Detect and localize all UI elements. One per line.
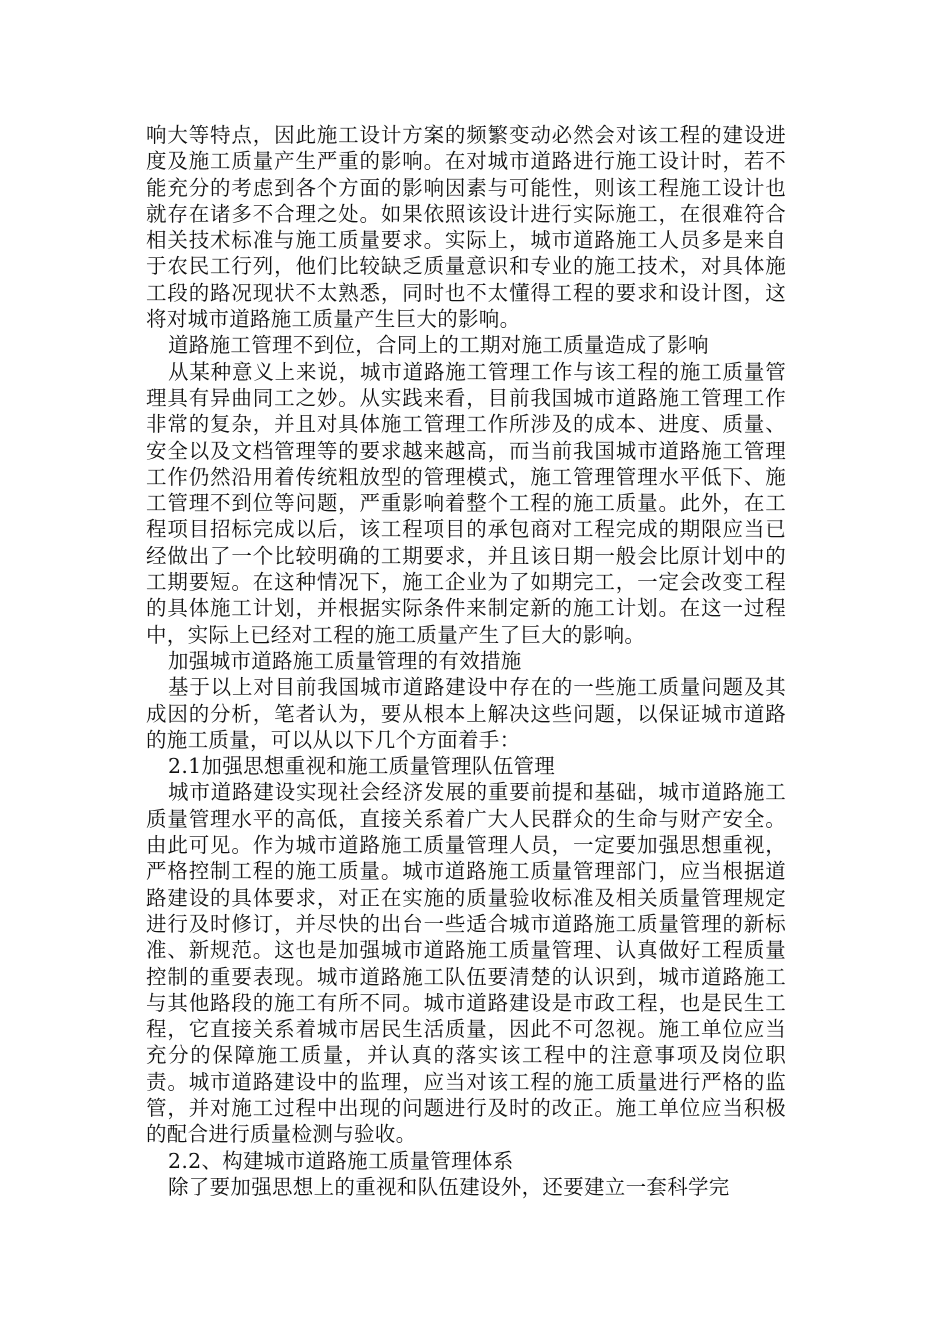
paragraph-management-quality: 从某种意义上来说，城市道路施工管理工作与该工程的施工质量管理具有异曲同工之妙。从实践来看，目前我国城市道路施工管理工作非常的复杂，并且对具体施工管理工作所涉及的成本、进度、质量、安全以及文档管理等的要求越来越高，而当前我国城市道路施工管理工作仍然沿用着传统粗放型的管理模式，施工管理管理水平低下、施工管理不到位等问题，严重影响着整个工程的施工质量。此外，在工程项目招标完成以后，该工程项目的承包商对工程完成的期限应当已经做出了一个比较明确的工期要求，并且该日期一般会比原计划中的工期要短。在这种情况下，施工企业为了如期完工，一定会改变工程的具体施工计划，并根据实际条件来制定新的施工计划。在这一过程中，实际上已经对工程的施工质量产生了巨大的影响。 — [146, 359, 786, 647]
paragraph-construction-design-impact: 响大等特点，因此施工设计方案的频繁变动必然会对该工程的建设进度及施工质量产生严重的影响。在对城市道路进行施工设计时，若不能充分的考虑到各个方面的影响因素与可能性，则该工程施工设计也就存在诸多不合理之处。如果依照该设计进行实际施工，在很难符合相关技术标准与施工质量要求。实际上，城市道路施工人员多是来自于农民工行列，他们比较缺乏质量意识和专业的施工技术，对具体施工段的路况现状不太熟悉，同时也不太懂得工程的要求和设计图，这将对城市道路施工质量产生巨大的影响。 — [146, 123, 786, 332]
paragraph-management-system: 除了要加强思想上的重视和队伍建设外，还要建立一套科学完 — [168, 1174, 730, 1199]
paragraph-ideological-emphasis: 城市道路建设实现社会经济发展的重要前提和基础，城市道路施工质量管理水平的高低，直接关系着广大人民群众的生命与财产安全。由此可见。作为城市道路施工质量管理人员，一定要加强思想重视，严格控制工程的施工质量。城市道路施工质量管理部门，应当根据道路建设的具体要求，对正在实施的质量验收标准及相关质量管理规定进行及时修订，并尽快的出台一些适合城市道路施工质量管理的新标准、新规范。这也是加强城市道路施工质量管理、认真做好工程质量控制的重要表现。城市道路施工队伍要清楚的认识到，城市道路施工与其他路段的施工有所不同。城市道路建设是市政工程，也是民生工程，它直接关系着城市居民生活质量，因此不可忽视。施工单位应当充分的保障施工质量，并认真的落实该工程中的注意事项及岗位职责。城市道路建设中的监理，应当对该工程的施工质量进行严格的监管，并对施工过程中出现的问题进行及时的改正。施工单位应当积极的配合进行质量检测与验收。 — [146, 780, 786, 1147]
heading-section-2-2: 2.2、构建城市道路施工质量管理体系 — [168, 1148, 514, 1173]
paragraph-analysis-intro: 基于以上对目前我国城市道路建设中存在的一些施工质量问题及其成因的分析，笔者认为，要从根本上解决这些问题，以保证城市道路的施工质量，可以从以下几个方面着手： — [146, 675, 786, 752]
document-page — [146, 122, 786, 1200]
heading-management-inadequate: 道路施工管理不到位，合同上的工期对施工质量造成了影响 — [168, 333, 709, 358]
heading-effective-measures: 加强城市道路施工质量管理的有效措施 — [168, 648, 522, 673]
heading-section-2-1: 2.1加强思想重视和施工质量管理队伍管理 — [168, 754, 556, 779]
